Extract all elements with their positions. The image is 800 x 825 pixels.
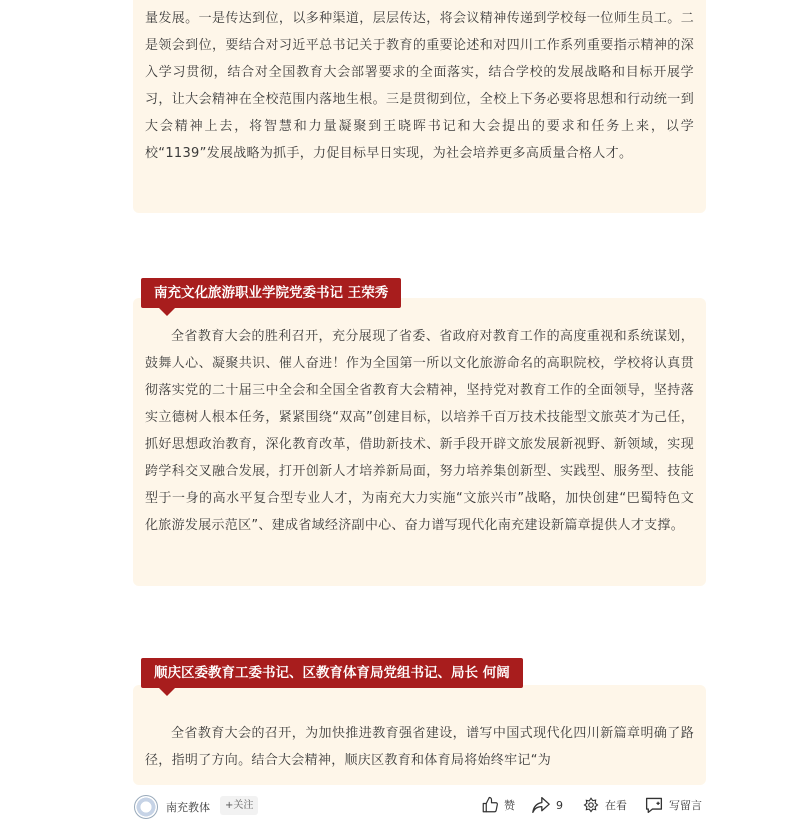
- article-paragraph: 量发展。一是传达到位，以多种渠道，层层传达，将会议精神传递到学校每一位师生员工。二是领会到位，要结合对习近平总书记关于教育的重要论述和对四川工作系列重要指示精神的深入学习贯彻，结合对全国教育大会部署要求的全面落实，结合学校的发展战略和目标开展学习，让大会精神在全校范围内落地生根。三是贯彻到位，全校上下务必要将思想和行动统一到大会精神上去，将智慧和力量凝聚到王晓晖书记和大会提出的要求和任务上来，以学校“1139”发展战略为抓手，力促目标早日实现，为社会培养更多高质量合格人才。: [145, 11, 694, 161]
- quote-paragraph: 全省教育大会的召开，为加快推进教育强省建设，谱写中国式现代化四川新篇章明确了路径，指明了方向。结合大会精神，顺庆区教育和体育局将始终牢记“为: [145, 726, 694, 768]
- share-count: 9: [556, 798, 563, 812]
- quote-paragraph: 全省教育大会的胜利召开，充分展现了省委、省政府对教育工作的高度重视和系统谋划，鼓舞人心、凝聚共识、催人奋进！作为全国第一所以文化旅游命名的高职院校，学校将认真贯彻落实党的二十届三中全会和全国全省教育大会精神，坚持党对教育工作的全面领导，坚持落实立德树人根本任务，紧紧围绕“双高”创建目标，以培养千百万技术技能型文旅英才为己任，抓好思想政治教育，深化教育改革，借助新技术、新手段开辟文旅发展新视野、新领域，实现跨学科交叉融合发展，打开创新人才培养新局面，努力培养集创新型、实践型、服务型、技能型于一身的高水平复合型专业人才，为南充大力实施“文旅兴市”战略，加快创建“巴蜀特色文化旅游发展示范区”、建成省域经济副中心、奋力谱写现代化南充建设新篇章提供人才支撑。: [145, 329, 694, 533]
- article-paragraph-card: [133, 0, 706, 213]
- flower-icon: [582, 796, 600, 814]
- quote-card-he-kuo: [133, 685, 706, 785]
- speaker-banner-he-kuo: 顺庆区委教育工委书记、区教育体育局党组书记、局长 何阔: [141, 658, 523, 688]
- view-label: 在看: [605, 799, 627, 812]
- account-name[interactable]: 南充教体: [166, 801, 210, 814]
- comment-label: 写留言: [669, 799, 702, 812]
- speaker-banner-wang-rongxiu: 南充文化旅游职业学院党委书记 王荣秀: [141, 278, 401, 308]
- follow-button[interactable]: +关注: [220, 796, 258, 815]
- share-button[interactable]: [531, 795, 563, 815]
- account-avatar[interactable]: [134, 795, 158, 819]
- like-button[interactable]: [481, 795, 515, 815]
- comment-button[interactable]: [644, 795, 702, 815]
- share-arrow-icon: [531, 796, 551, 814]
- like-label: 赞: [504, 799, 515, 812]
- wow-button[interactable]: [582, 795, 627, 815]
- quote-card-wang-rongxiu: [133, 298, 706, 586]
- bottom-action-bar: [0, 785, 800, 825]
- thumbs-up-icon: [481, 796, 499, 814]
- comment-icon: [644, 796, 664, 814]
